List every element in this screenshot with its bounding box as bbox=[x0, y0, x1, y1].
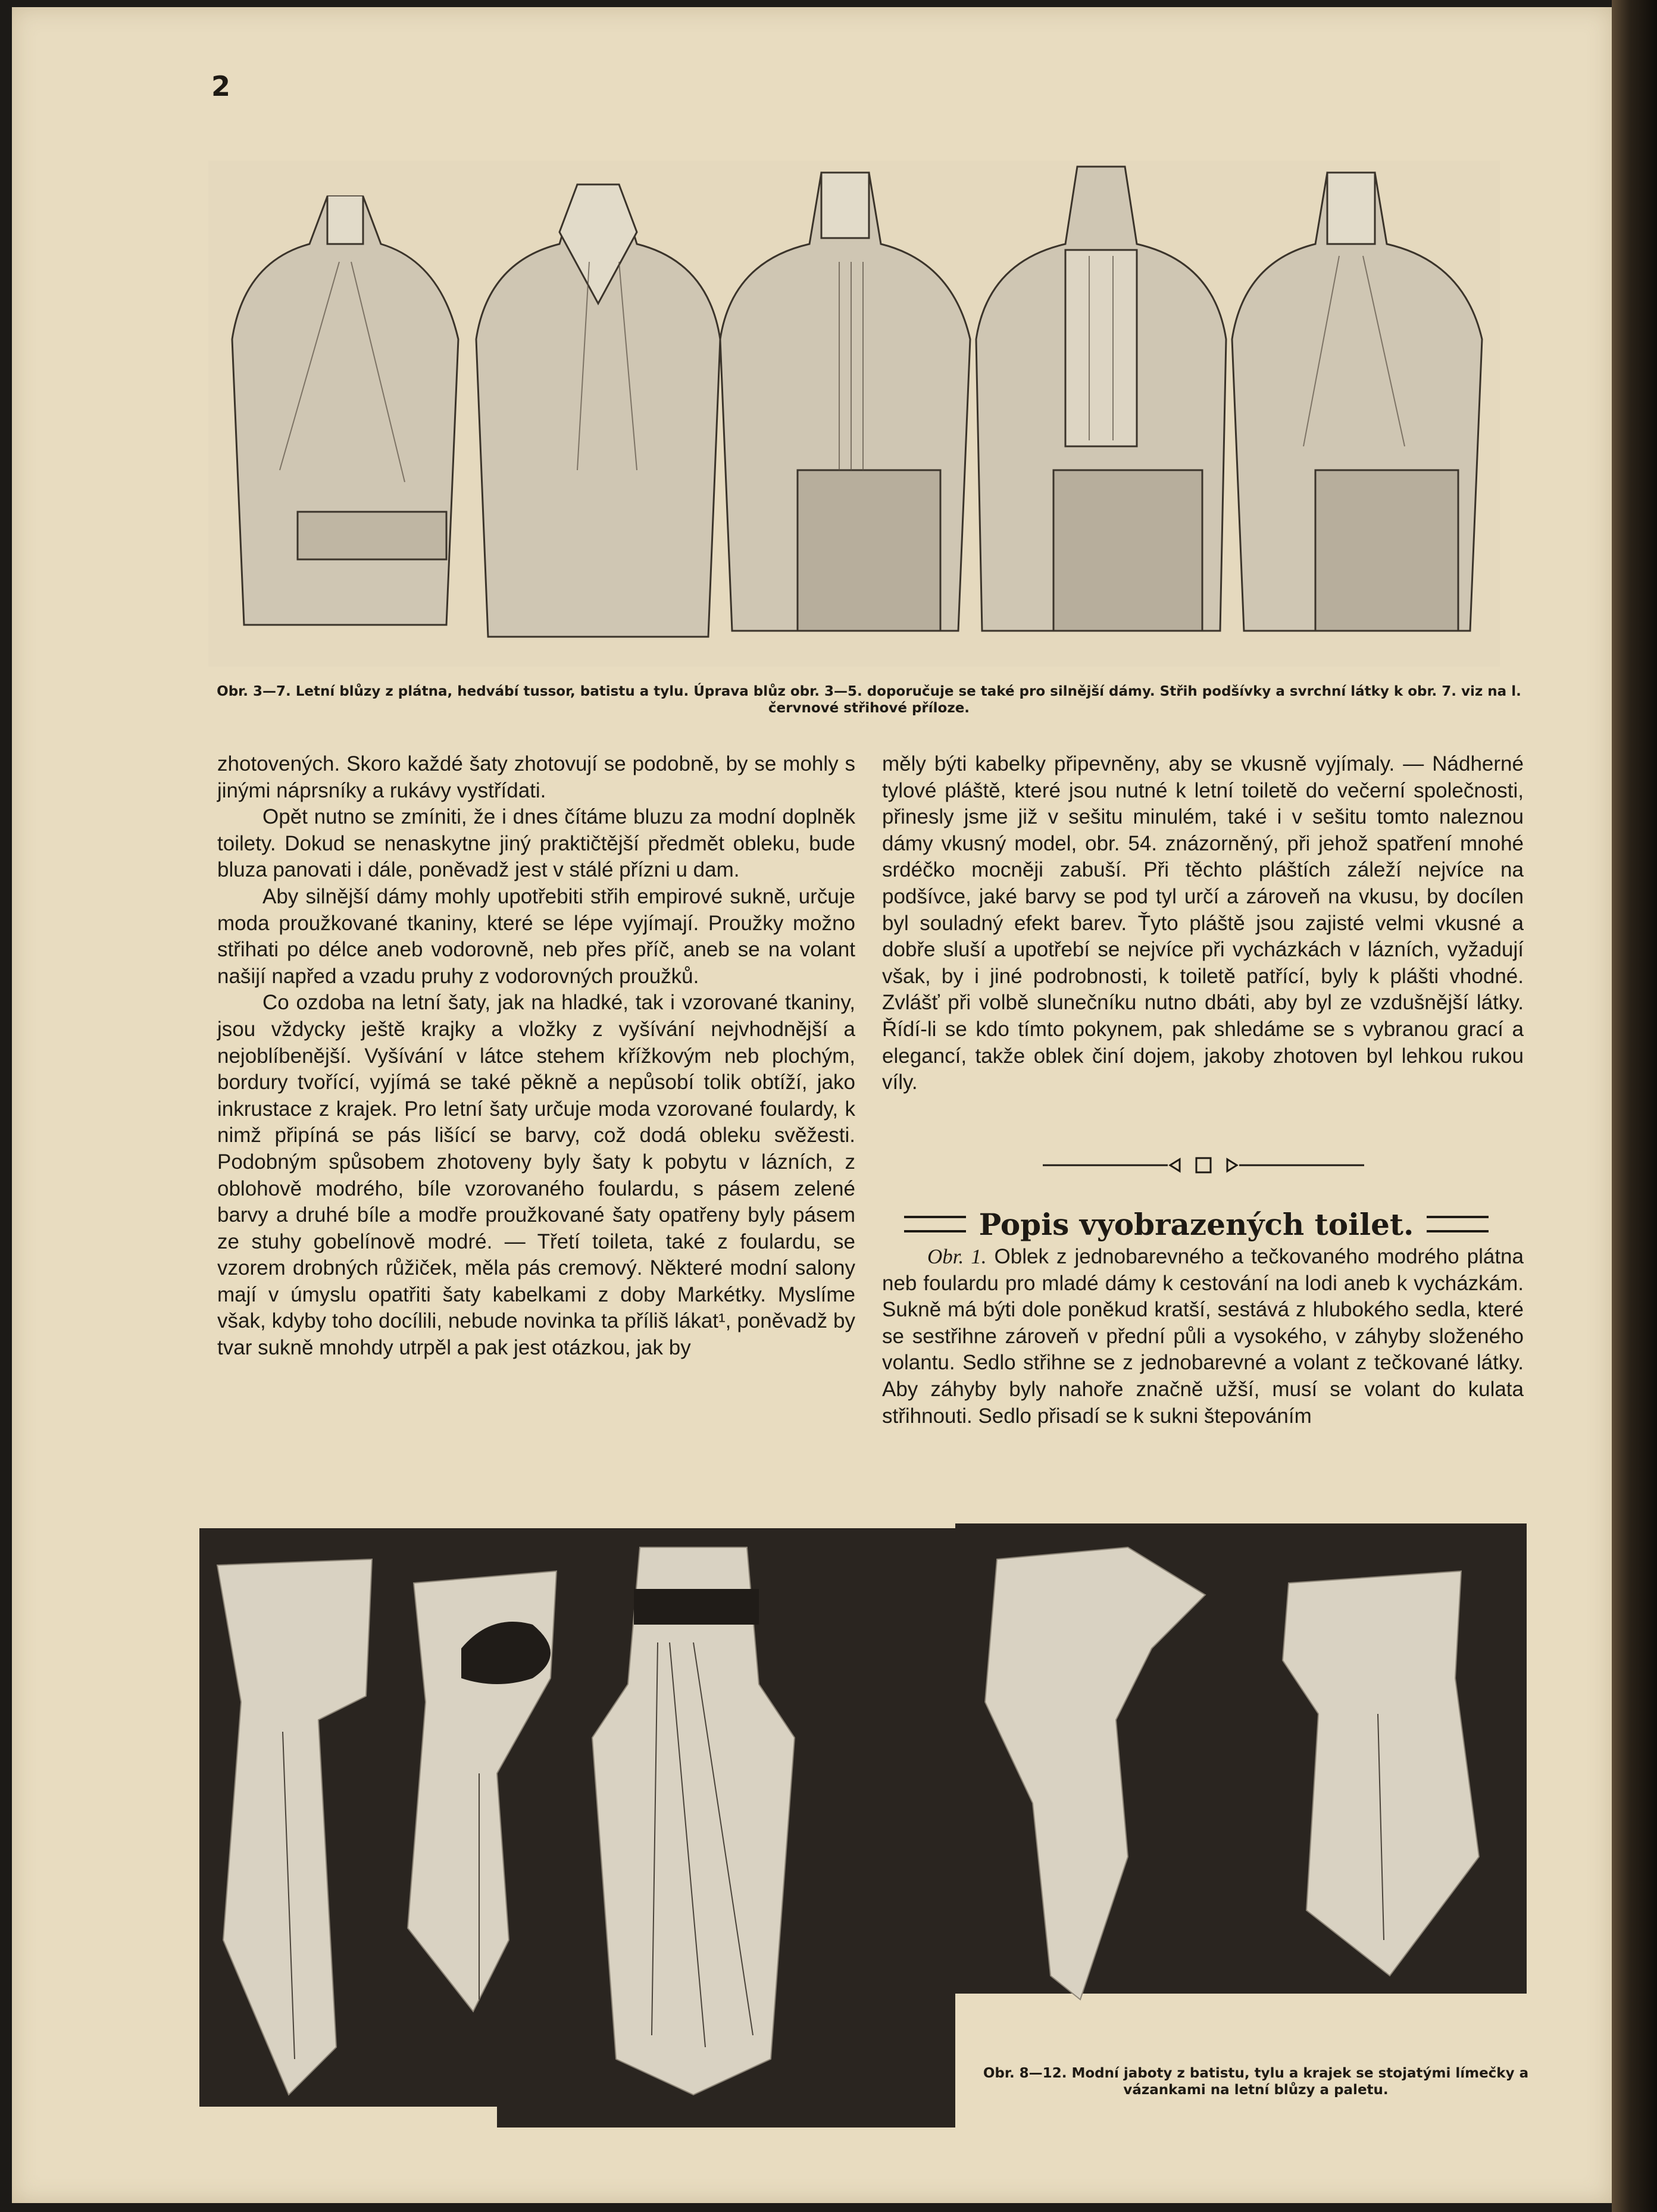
section-title-text: Popis vyobrazených toilet. bbox=[978, 1206, 1414, 1242]
jabots-illustration bbox=[199, 1523, 1527, 2127]
section-ornament bbox=[1043, 1152, 1364, 1178]
title-rule-left bbox=[904, 1216, 966, 1232]
paragraph: Co ozdoba na letní šaty, jak na hladké, tak i vzorované tkaniny, jsou vždycky ještě krajky a vložky z vyšívání nejvhodnější a nejoblíbenější. Vyšívání v látce stehem křížkovým neb plochým, bordury tvořící, vyjímá se také pěkně a nepůsobí tolik obtíží, jako inkrustace z krajek. Pro letní šaty určuje moda vzorované foulardy, k nimž připíná se pás lišící se barvy, což dodá obleku svěžesti. Podobným spůsobem zhotoveny byly šaty k pobytu v lázních, z oblohově modrého, bíle vzorovaného foulardu, s pásem zelené barvy a druhé bíle a modře proužkované šaty opatřeny byly pásem ze stuhy gobelínově modré. — Třetí toileta, také z foulardu, se vzorem drobných růžiček, měla pás cremový. Některé modní salony mají v úmyslu opatřiti šaty kabelkami z doby Markétky. Myslíme však, kdyby toho docílili, nebude novinka ta příliš lákat¹, poněvadž by tvar sukně mnohdy utrpěl a pak jest otázkou, jak by bbox=[217, 991, 855, 1360]
paragraph: zhotovených. Skoro každé šaty zhotovují se podobně, by se mohly s jinými náprsníky a rukávy vystřídati. bbox=[217, 752, 855, 802]
section-title bbox=[881, 1203, 1512, 1245]
left-text-column bbox=[217, 751, 855, 1362]
description-text: Oblek z jednobarevného a tečkovaného modrého plátna neb foulardu pro mladé dámy k cestování na lodi aneb k vycházkám. Sukně má býti dole poněkud kratší, sestává z hlubokého sedla, které se sestřihne zároveň v přední půli a vysokého, v záhyby složeného volantu. Sedlo střihne se z jednobarevné a volant z tečkované látky. Aby záhyby byly nahoře značně užší, musí se volant do kulata střihnouti. Sedlo přisadí se k sukni štepováním bbox=[882, 1245, 1524, 1428]
blouses-illustration bbox=[208, 161, 1500, 667]
figure-reference: Obr. 1. bbox=[927, 1245, 987, 1268]
top-figure-caption: Obr. 3—7. Letní blůzy z plátna, hedvábí tussor, batistu a tylu. Úprava blůz obr. 3—5. doporučuje se také pro silnější dámy. Střih podšívky a svrchní látky k obr. 7. viz na l. červnové střihové příloze. bbox=[217, 684, 1521, 716]
description-paragraph bbox=[882, 1244, 1524, 1429]
page-edge bbox=[1612, 0, 1657, 2212]
description-column bbox=[882, 1244, 1524, 1429]
paragraph: Aby silnější dámy mohly upotřebiti střih empirové sukně, určuje moda proužkované tkaniny, které se lépe vyjímají. Proužky možno střihati po délce aneb vodorovně, neb přes příč, aneb se na volant našijí napřed a vzadu pruhy z vodorovných proužků. bbox=[217, 884, 855, 988]
right-text-column bbox=[882, 751, 1524, 1096]
paragraph: Opět nutno se zmíniti, že i dnes čítáme bluzu za modní doplněk toilety. Dokud se nenaskytne jiný praktičtější předmět obleku, bude bluza panovati i dále, poněvadž jest v stálé přízni u dam. bbox=[217, 805, 855, 882]
paragraph: měly býti kabelky připevněny, aby se vkusně vyjímaly. — Nádherné tylové pláště, které jsou nutné k letní toiletě do večerní společnosti, přinesly jsme již v sešitu minulém, také i v sešitu tomto naleznou dámy vkusný model, obr. 54. znázorněný, při jehož spatření mnohé srdéčko mocněji zabuší. Při těchto pláštích záleží nejvíce na podšívce, jaké barvy se pod tyl určí a zároveň na vkusu, by docílen byl souladný efekt barev. Ťyto pláště jsou zajisté velmi vkusné a dobře sluší a upotřebí se nejvíce při vycházkách v lázních, vyžadují však, by i jiné podrobnosti, k toiletě patřící, byly k plášti vhodné. Zvlášť při volbě slunečníku nutno dbáti, aby byl ze vzdušnější látky. Řídí-li se kdo tímto pokynem, pak shledáme se s vybranou grací a elegancí, takže oblek činí dojem, jakoby zhotoven byl lehkou rukou víly. bbox=[882, 752, 1524, 1094]
bottom-figure-caption: Obr. 8—12. Modní jaboty z batistu, tylu a krajek se stojatými límečky a vázankami na letní blůzy a paletu. bbox=[983, 2066, 1529, 2098]
title-rule-right bbox=[1427, 1216, 1489, 1232]
page-number: 2 bbox=[211, 70, 231, 102]
